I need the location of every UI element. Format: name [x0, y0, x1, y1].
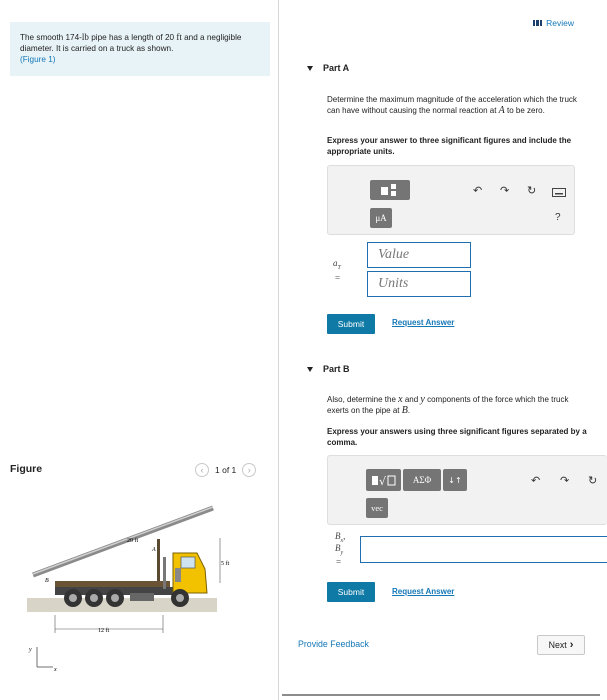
units-input[interactable]: Units	[367, 271, 471, 297]
components-input[interactable]	[360, 536, 607, 563]
pager-text: 1 of 1	[215, 465, 237, 475]
chevron-left-icon[interactable]: ‹	[195, 463, 209, 477]
scrollbar[interactable]	[282, 694, 600, 696]
figure-heading: Figure	[10, 463, 43, 475]
unit-lb: lb	[81, 32, 89, 42]
collapse-icon	[307, 66, 313, 71]
part-a-submit-button[interactable]: Submit	[327, 314, 375, 334]
part-a-instruction: Express your answer to three significant figures and include the appropriate units.	[327, 136, 572, 156]
root-template-icon	[371, 473, 397, 487]
unit-ft: ft	[176, 32, 182, 42]
chevron-right-icon: ›	[569, 639, 574, 651]
problem-text-2: pipe has a length of 20	[88, 33, 177, 42]
figure-link[interactable]: (Figure 1)	[20, 55, 56, 64]
equals-sign: =	[335, 273, 341, 283]
keyboard-icon[interactable]	[552, 188, 566, 197]
part-a-question: Determine the maximum magnitude of the acceleration which the truck can have without causing the normal reaction at A to be zero.	[327, 95, 577, 116]
value-input[interactable]: Value	[367, 242, 471, 268]
problem-statement	[10, 22, 270, 76]
next-label: Next	[548, 640, 567, 650]
dim-height-label: 5 ft	[221, 561, 230, 567]
greek-symbols-button[interactable]: ΑΣΦ	[403, 469, 441, 491]
undo-icon[interactable]: ↶	[473, 185, 483, 197]
collapse-icon	[307, 367, 313, 372]
next-button[interactable]	[537, 635, 585, 655]
point-a-label: A	[152, 547, 156, 553]
part-b-header[interactable]	[307, 364, 350, 374]
part-b-submit-button[interactable]: Submit	[327, 582, 375, 602]
reset-icon[interactable]: ↻	[588, 475, 598, 487]
redo-icon[interactable]: ↷	[560, 475, 570, 487]
part-b-title: Part B	[323, 364, 350, 374]
by-label: $B_y$	[335, 543, 344, 556]
sort-button[interactable]: ↓↑	[443, 469, 467, 491]
undo-icon[interactable]: ↶	[531, 475, 541, 487]
part-b-instruction: Express your answers using three significant figures separated by a comma.	[327, 427, 587, 447]
problem-text: The smooth 174-	[20, 33, 82, 42]
units-button[interactable]: μA	[370, 208, 392, 228]
dim-pipe-label: 20 ft	[127, 538, 139, 544]
vector-button[interactable]: vec	[366, 498, 388, 518]
review-link[interactable]	[533, 18, 574, 28]
review-label: Review	[546, 18, 574, 28]
chevron-right-icon[interactable]: ›	[242, 463, 256, 477]
truck-figure	[25, 505, 245, 680]
bx-label: $B_x$,	[335, 531, 346, 544]
panel-divider	[278, 0, 279, 700]
part-a-title: Part A	[323, 63, 350, 73]
y-axis-label: y	[29, 647, 32, 653]
template-button[interactable]	[366, 469, 401, 491]
redo-icon[interactable]: ↷	[500, 185, 510, 197]
dim-base-label: 12 ft	[98, 628, 110, 634]
review-icon	[533, 20, 542, 26]
part-a-header[interactable]	[307, 63, 349, 73]
x-axis-label: x	[54, 667, 57, 673]
part-a-request-answer-link[interactable]: Request Answer	[392, 318, 455, 327]
point-b-label: B	[45, 578, 49, 584]
problem-text-3: and a negligible diameter. It is carried on a truck as shown.	[20, 33, 242, 53]
help-icon[interactable]: ?	[555, 212, 561, 223]
part-b-question: Also, determine the x and y components of the force which the truck exerts on the pipe at B.	[327, 394, 569, 416]
part-b-request-answer-link[interactable]: Request Answer	[392, 587, 455, 596]
fraction-template-icon	[379, 183, 401, 197]
truck-bed	[55, 581, 170, 587]
part-b-toolbar	[327, 455, 607, 525]
at-label: $a_T$	[333, 258, 341, 271]
template-button[interactable]	[370, 180, 410, 200]
svg-text:√: √	[378, 475, 386, 487]
equals-sign: =	[336, 557, 342, 567]
reset-icon[interactable]: ↻	[527, 185, 537, 197]
problem-panel	[0, 0, 278, 700]
part-a-toolbar	[327, 165, 575, 235]
figure-pager	[195, 463, 256, 477]
provide-feedback-link[interactable]: Provide Feedback	[298, 639, 369, 649]
